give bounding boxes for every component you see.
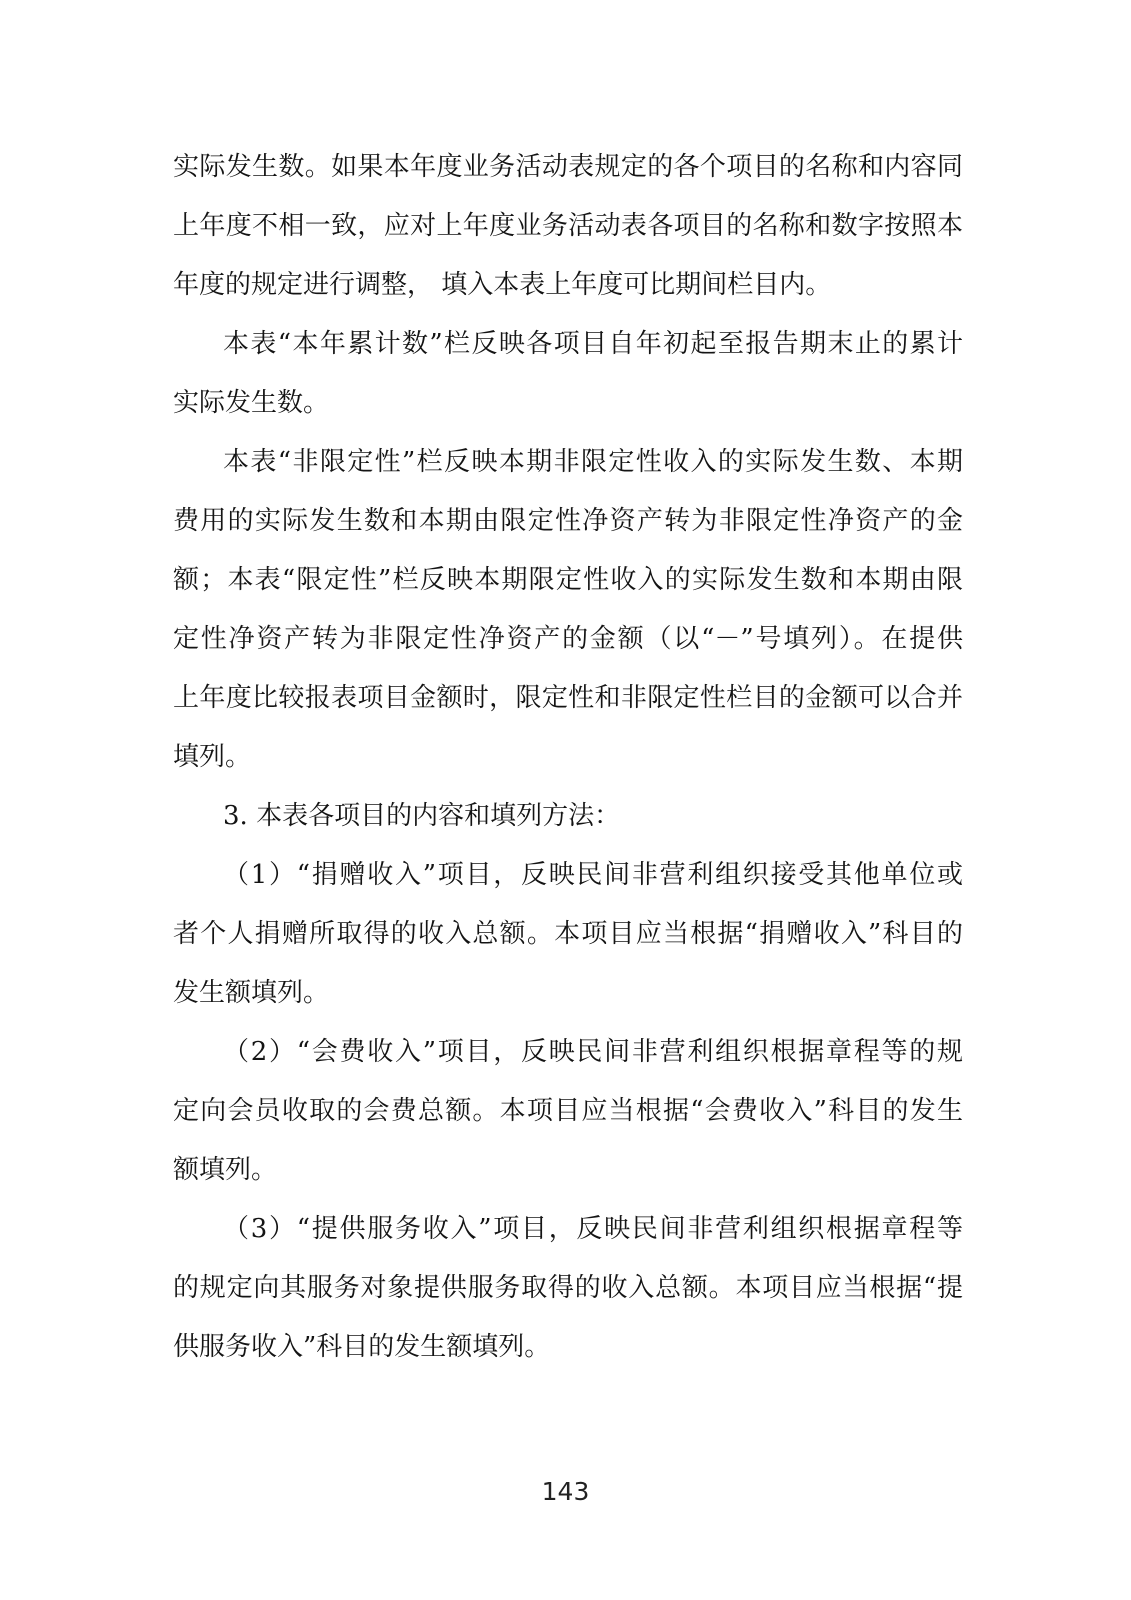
paragraph [173,315,963,433]
text-line: 额填列。 [173,1155,278,1185]
text-line: 者个人捐赠所取得的收入总额。本项目应当根据“捐赠收入”科目的 [173,919,963,949]
text-line: 年度的规定进行调整， 填入本表上年度可比期间栏目内。 [173,270,832,300]
paragraph [173,138,963,315]
text-line: （1）“捐赠收入”项目，反映民间非营利组织接受其他单位或 [223,860,963,890]
text-line: （3）“提供服务收入”项目，反映民间非营利组织根据章程等 [223,1214,963,1244]
paragraph-heading [173,787,963,846]
text-line: 上年度不相一致，应对上年度业务活动表各项目的名称和数字按照本 [173,211,963,241]
paragraph [173,846,963,1023]
text-line: 费用的实际发生数和本期由限定性净资产转为非限定性净资产的金 [173,506,963,536]
text-line: 额；本表“限定性”栏反映本期限定性收入的实际发生数和本期由限 [173,565,963,595]
text-line: 定向会员收取的会费总额。本项目应当根据“会费收入”科目的发生 [173,1096,963,1126]
paragraph [173,433,963,787]
text-line: 本表“非限定性”栏反映本期非限定性收入的实际发生数、本期 [223,447,963,477]
text-line: 本表“本年累计数”栏反映各项目自年初起至报告期末止的累计 [223,329,963,359]
text-line: 实际发生数。 [173,388,330,418]
text-line: 的规定向其服务对象提供服务取得的收入总额。本项目应当根据“提 [173,1273,963,1303]
paragraph [173,1023,963,1200]
document-body [173,138,963,1377]
text-line: 填列。 [173,742,252,772]
text-line: （2）“会费收入”项目，反映民间非营利组织根据章程等的规 [223,1037,963,1067]
text-line: 上年度比较报表项目金额时，限定性和非限定性栏目的金额可以合并 [173,683,963,713]
paragraph [173,1200,963,1377]
page-number: 143 [541,1477,590,1506]
text-line: 实际发生数。如果本年度业务活动表规定的各个项目的名称和内容同 [173,152,963,182]
text-line: 3. 本表各项目的内容和填列方法： [223,801,621,831]
text-line: 发生额填列。 [173,978,330,1008]
text-line: 供服务收入”科目的发生额填列。 [173,1332,551,1362]
text-line: 定性净资产转为非限定性净资产的金额（以“－”号填列）。在提供 [173,624,963,654]
